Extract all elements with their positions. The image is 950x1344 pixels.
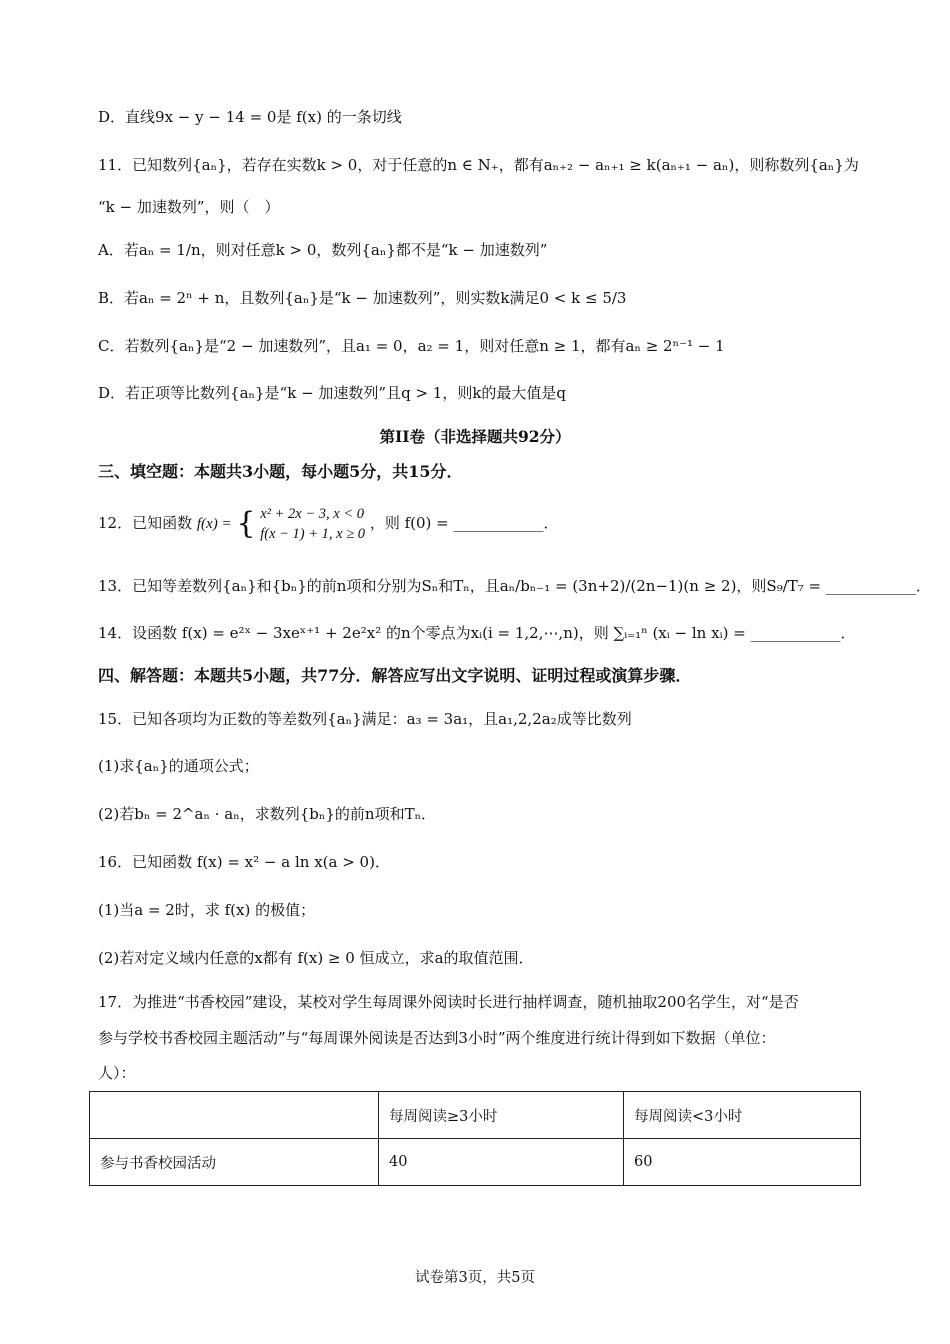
q15-part2: (2)若bₙ = 2^aₙ · aₙ，求数列{bₙ}的前n项和Tₙ． [98,805,437,823]
q17-data-table [89,1091,861,1186]
q12-piece-1: x² + 2x − 3, x < 0 [260,506,364,522]
q13: 13．已知等差数列{aₙ}和{bₙ}的前n项和分别为Sₙ和Tₙ，且aₙ/bₙ₋₁ = (3n+2)/(2n−1)(n ≥ 2)，则S₉/T₇ = ____________． [98,577,931,595]
q17-line3: 人）： [98,1064,136,1082]
q15-part1: (1)求{aₙ}的通项公式； [98,757,259,775]
part2-title: 第II卷（非选择题共92分） [379,427,571,446]
q12: 12．已知函数 f(x) = { x² + 2x − 3, x < 0 f(x − 1) + 1, x ≥ 0 ，则 f(0) = ____________． [98,506,559,542]
table-header-cell: 每周阅读≥3小时 [379,1092,624,1139]
q11-stem-line2: “k − 加速数列”，则（ ） [98,198,280,216]
table-cell: 参与书香校园活动 [90,1139,379,1186]
q17-line1: 17．为推进“书香校园”建设，某校对学生每周课外阅读时长进行抽样调查，随机抽取200名学生，对“是否 [98,993,799,1011]
q17-line2: 参与学校书香校园主题活动”与“每周课外阅读是否达到3小时”两个维度进行统计得到如下数据（单位： [98,1029,776,1047]
q12-piece-2: f(x − 1) + 1, x ≥ 0 [260,526,366,542]
q12-prefix: 12．已知函数 [98,514,193,532]
q16-stem: 16．已知函数 f(x) = x² − a ln x(a > 0)． [98,853,390,871]
q12-suffix: ，则 f(0) = ____________． [369,514,559,532]
q11-option-a: A．若aₙ = 1/n，则对任意k > 0，数列{aₙ}都不是“k − 加速数列” [98,241,548,259]
q10-option-d: D．直线9x − y − 14 = 0是 f(x) 的一条切线 [98,108,402,126]
table-row [90,1139,861,1186]
q14: 14．设函数 f(x) = e²ˣ − 3xeˣ⁺¹ + 2e²x² 的n个零点为xᵢ(i = 1,2,⋯,n)，则 ∑ᵢ₌₁ⁿ (xᵢ − ln xᵢ) = ____________． [98,624,856,642]
table-cell: 40 [379,1139,624,1186]
q11-option-b: B．若aₙ = 2ⁿ + n，且数列{aₙ}是“k − 加速数列”，则实数k满足0 < k ≤ 5/3 [98,289,627,307]
q11-option-c: C．若数列{aₙ}是“2 − 加速数列”，且a₁ = 0，a₂ = 1，则对任意n ≥ 1，都有aₙ ≥ 2ⁿ⁻¹ − 1 [98,337,725,355]
q16-part2: (2)若对定义域内任意的x都有 f(x) ≥ 0 恒成立，求a的取值范围． [98,949,534,967]
table-cell: 60 [624,1139,861,1186]
section3-title: 三、填空题：本题共3小题，每小题5分，共15分． [98,462,463,481]
q15-stem: 15．已知各项均为正数的等差数列{aₙ}满足：a₃ = 3a₁，且a₁,2,2a₂成等比数列 [98,710,632,728]
q11-stem-line1: 11．已知数列{aₙ}，若存在实数k > 0，对于任意的n ∈ N₊，都有aₙ₊₂ − aₙ₊₁ ≥ k(aₙ₊₁ − aₙ)，则称数列{aₙ}为 [98,156,859,174]
q11-option-d: D．若正项等比数列{aₙ}是“k − 加速数列”且q > 1，则k的最大值是q [98,384,567,402]
table-header-cell [90,1092,379,1139]
q16-part1: (1)当a = 2时，求 f(x) 的极值； [98,901,316,919]
table-header-cell: 每周阅读<3小时 [624,1092,861,1139]
left-brace-icon: { [236,506,256,541]
section4-title: 四、解答题：本题共5小题，共77分．解答应写出文字说明、证明过程或演算步骤． [98,666,692,685]
table-header-row [90,1092,861,1139]
page-footer: 试卷第3页，共5页 [415,1270,535,1286]
